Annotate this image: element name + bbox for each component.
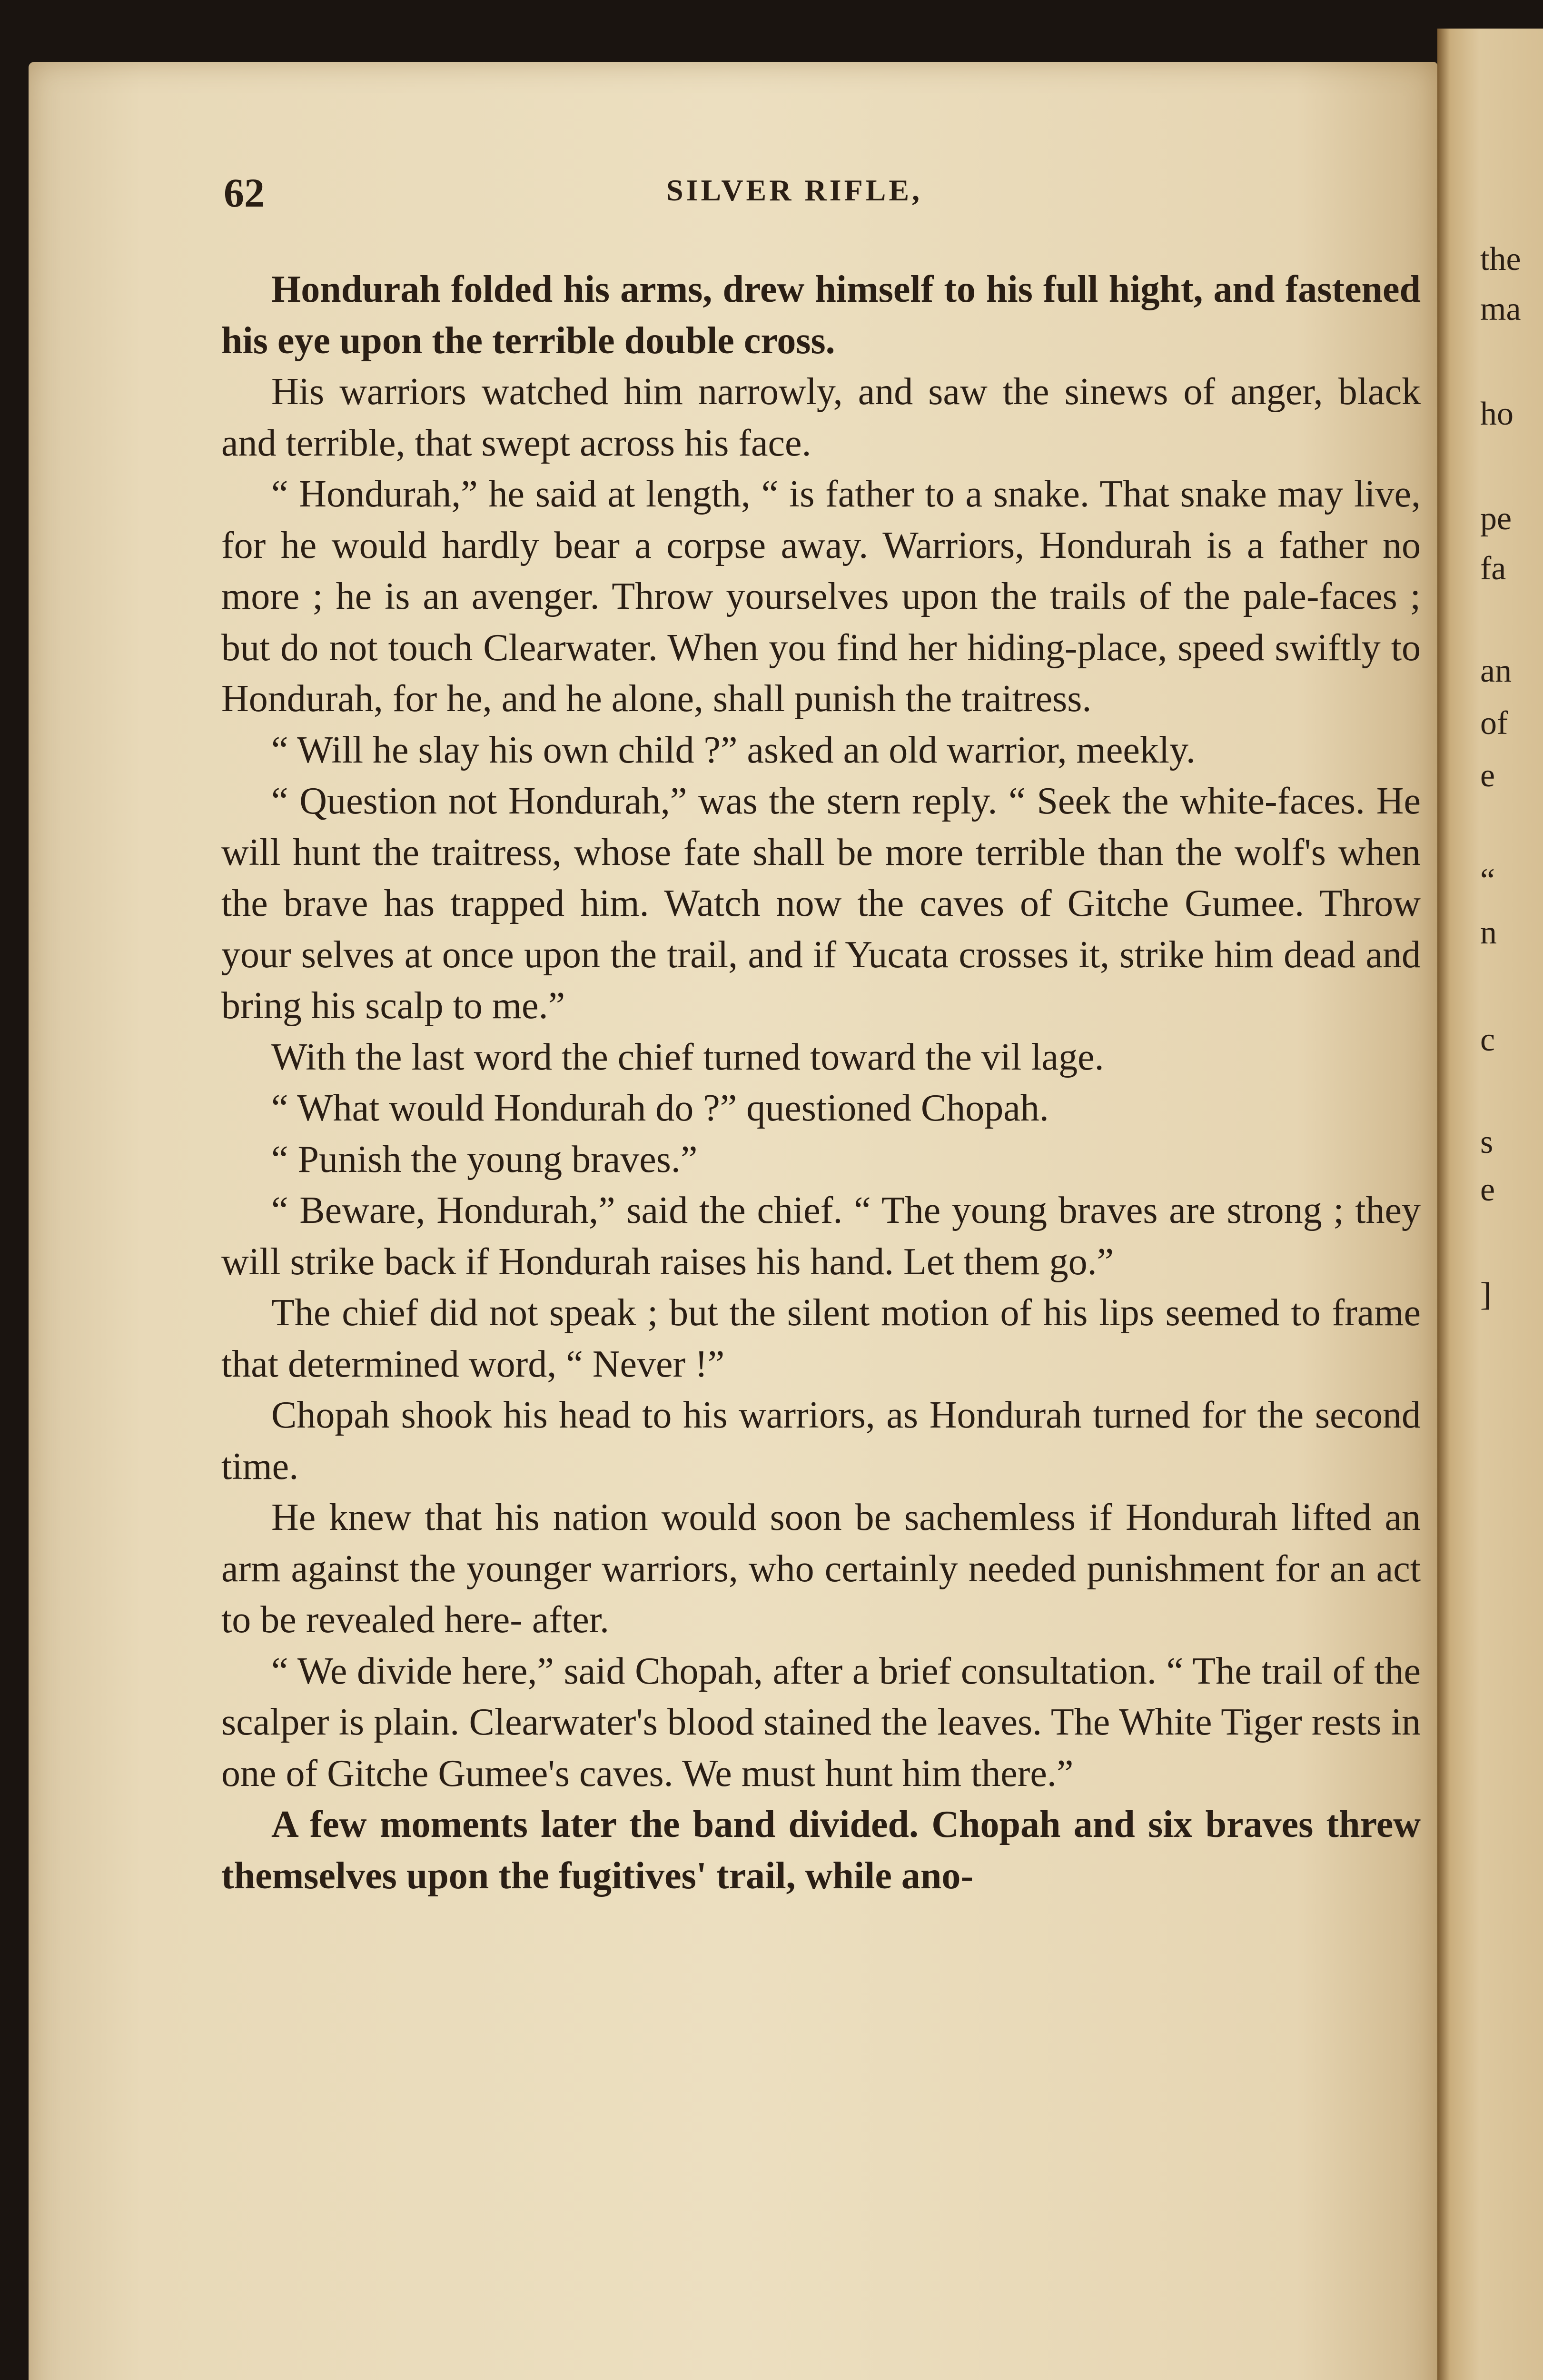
- paragraph: The chief did not speak ; but the silent motion of his lips seemed to frame that determined word, “ Never !”: [221, 1292, 1421, 1385]
- page-number: 62: [224, 170, 265, 216]
- adjacent-fragment: fa: [1480, 550, 1506, 587]
- adjacent-fragment: ]: [1480, 1276, 1492, 1313]
- adjacent-fragment: s: [1480, 1124, 1494, 1160]
- paragraph: With the last word the chief turned toward the vil lage.: [271, 1036, 1104, 1078]
- running-head: SILVER RIFLE,: [666, 173, 923, 207]
- adjacent-fragment: ho: [1480, 396, 1513, 432]
- paragraph: “ Will he slay his own child ?” asked an old warrior, meekly.: [271, 729, 1196, 771]
- adjacent-fragment: e: [1480, 1171, 1495, 1208]
- page-body: [221, 264, 1421, 1902]
- page-header: [224, 169, 1414, 221]
- paragraph: Chopah shook his head to his warriors, as Hondurah turned for the second time.: [221, 1394, 1421, 1488]
- paragraph: “ Question not Hondurah,” was the stern reply. “ Seek the white-faces. He will hunt the traitress, whose fate shall be more terrible than the wolf's when the brave has trapped him. Watch now the caves of Gitche Gumee. Throw your selves at once upon the trail, and if Yucata crosses it, strike him dead and bring his scalp to me.”: [221, 780, 1421, 1027]
- paragraph: He knew that his nation would soon be sachemless if Hondurah lifted an arm against the younger warriors, who certainly needed punishment for an act to be revealed here- after.: [221, 1497, 1421, 1641]
- paragraph: “ What would Hondurah do ?” questioned Chopah.: [271, 1087, 1049, 1129]
- paragraph: “ Hondurah,” he said at length, “ is father to a snake. That snake may live, for he would hardly bear a corpse away. Warriors, Hondurah is a father no more ; he is an avenger. Throw yourselves upon the trails of the pale-faces ; but do not touch Clearwater. When you find her hiding-place, speed swiftly to Hondurah, for he, and he alone, shall punish the traitress.: [221, 473, 1421, 720]
- adjacent-fragment: “: [1480, 862, 1495, 899]
- paragraph: Hondurah folded his arms, drew himself to his full hight, and fastened his eye upon the terrible double cross.: [221, 268, 1421, 362]
- adjacent-fragment: an: [1480, 653, 1512, 689]
- paragraph: “ We divide here,” said Chopah, after a brief consultation. “ The trail of the scalper is plain. Clearwater's blood stained the leaves. The White Tiger rests in one of Gitche Gumee's caves. We must hunt him there.”: [221, 1650, 1421, 1795]
- adjacent-fragment: of: [1480, 705, 1508, 742]
- adjacent-fragment: pe: [1480, 500, 1512, 537]
- paragraph: “ Beware, Hondurah,” said the chief. “ The young braves are strong ; they will strike back if Hondurah raises his hand. Let them go.”: [221, 1190, 1421, 1283]
- paragraph: His warriors watched him narrowly, and saw the sinews of anger, black and terrible, that swept across his face.: [221, 371, 1421, 464]
- adjacent-fragment: c: [1480, 1021, 1495, 1058]
- adjacent-fragment: e: [1480, 757, 1495, 794]
- paragraph: A few moments later the band divided. Chopah and six braves threw themselves upon the fugitives' trail, while ano-: [221, 1804, 1421, 1897]
- paragraph: “ Punish the young braves.”: [271, 1138, 698, 1180]
- adjacent-fragment: n: [1480, 914, 1497, 951]
- adjacent-fragment: the: [1480, 241, 1521, 278]
- adjacent-page-edge: [1437, 29, 1543, 2380]
- adjacent-fragment: ma: [1480, 291, 1521, 327]
